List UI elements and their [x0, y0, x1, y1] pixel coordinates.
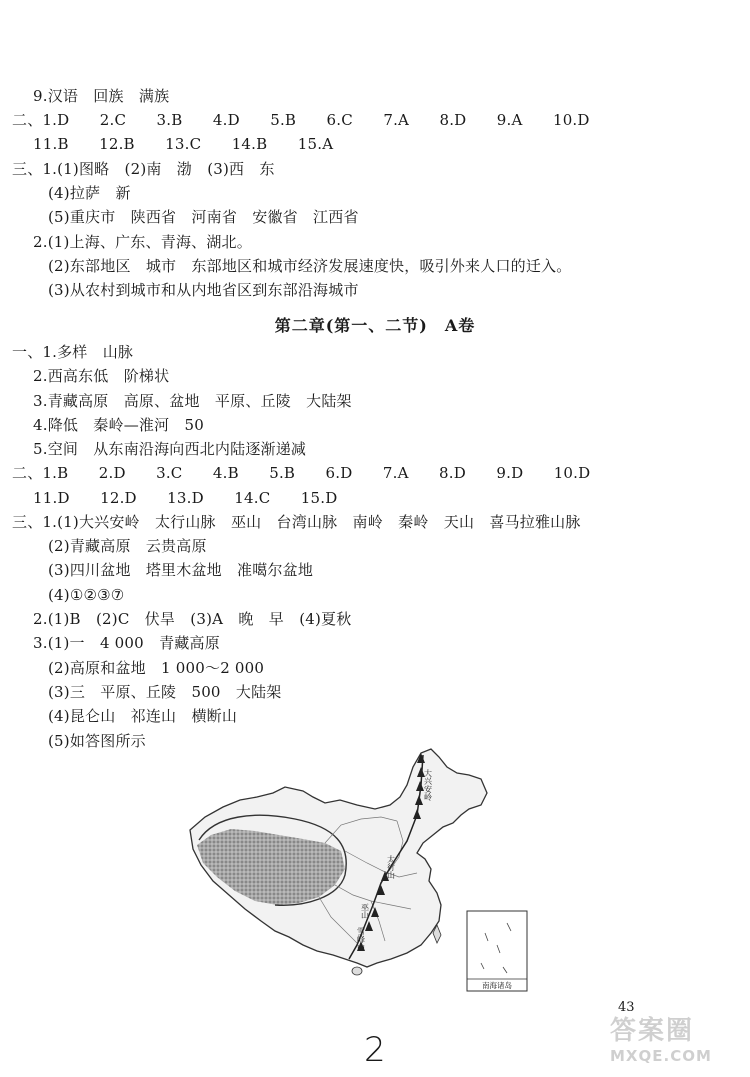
answer-line: (2)东部地区 城市 东部地区和城市经济发展速度快，吸引外来人口的迁入。 — [48, 257, 572, 275]
section-title: 第二章(第一、二节) A卷 — [274, 316, 476, 335]
answer-line: (3)从农村到城市和从内地省区到东部沿海城市 — [48, 281, 359, 299]
answer-line: 9.汉语 回族 满族 — [33, 87, 170, 105]
answer-line: (3)三 平原、丘陵 500 大陆架 — [48, 683, 282, 701]
page-number: 43 — [618, 1000, 635, 1015]
answer-line: (5)如答图所示 — [48, 732, 146, 750]
answer-line: 二、1.B 2.D 3.C 4.B 5.B 6.D 7.A 8.D 9.D 10.D — [12, 464, 591, 482]
china-map — [185, 745, 530, 995]
china-map-figure — [185, 745, 530, 995]
answer-line: 二、1.D 2.C 3.B 4.D 5.B 6.C 7.A 8.D 9.A 10.D — [12, 111, 590, 129]
answer-line: 3.(1)一 4 000 青藏高原 — [33, 634, 220, 652]
answer-line: (4)拉萨 新 — [48, 184, 131, 202]
answer-line: (2)青藏高原 云贵高原 — [48, 537, 207, 555]
answer-line: (4)昆仑山 祁连山 横断山 — [48, 707, 238, 725]
answer-line: (5)重庆市 陕西省 河南省 安徽省 江西省 — [48, 208, 359, 226]
answer-line: (4)①②③⑦ — [48, 586, 125, 604]
answer-line: 5.空间 从东南沿海向西北内陆逐渐递减 — [33, 440, 307, 458]
label-xuefeng: 雪峰山 — [356, 927, 366, 951]
answer-line: (3)四川盆地 塔里木盆地 准噶尔盆地 — [48, 561, 314, 579]
watermark — [610, 1010, 740, 1072]
answer-line: 11.B 12.B 13.C 14.B 15.A — [33, 135, 334, 153]
label-daxinganling: 大兴安岭 — [423, 769, 433, 801]
watermark-bottom: MXQE.COM — [610, 1047, 712, 1065]
answer-line: 2.(1)B (2)C 伏旱 (3)A 晚 早 (4)夏秋 — [33, 610, 352, 628]
label-taihang: 太行山 — [386, 855, 396, 879]
watermark-top: 答案圈 — [610, 1016, 695, 1046]
answer-line: 4.降低 秦岭—淮河 50 — [33, 416, 204, 434]
answer-line: 11.D 12.D 13.D 14.C 15.D — [33, 489, 338, 507]
label-wushan: 巫山 — [360, 903, 370, 919]
answer-line: 2.(1)上海、广东、青海、湖北。 — [33, 233, 252, 251]
answer-line: 3.青藏高原 高原、盆地 平原、丘陵 大陆架 — [33, 392, 352, 410]
answer-line: (2)高原和盆地 1 000～2 000 — [48, 659, 265, 677]
hainan-island — [352, 967, 362, 975]
answer-line: 三、1.(1)大兴安岭 太行山脉 巫山 台湾山脉 南岭 秦岭 天山 喜马拉雅山脉 — [12, 513, 581, 531]
answer-line: 三、1.(1)图略 (2)南 渤 (3)西 东 — [12, 160, 275, 178]
answer-line: 一、1.多样 山脉 — [12, 343, 134, 361]
answer-line: 2.西高东低 阶梯状 — [33, 367, 170, 385]
handwritten-mark: 2 — [364, 1030, 386, 1070]
inset-label: 南海诸岛 — [482, 981, 512, 990]
